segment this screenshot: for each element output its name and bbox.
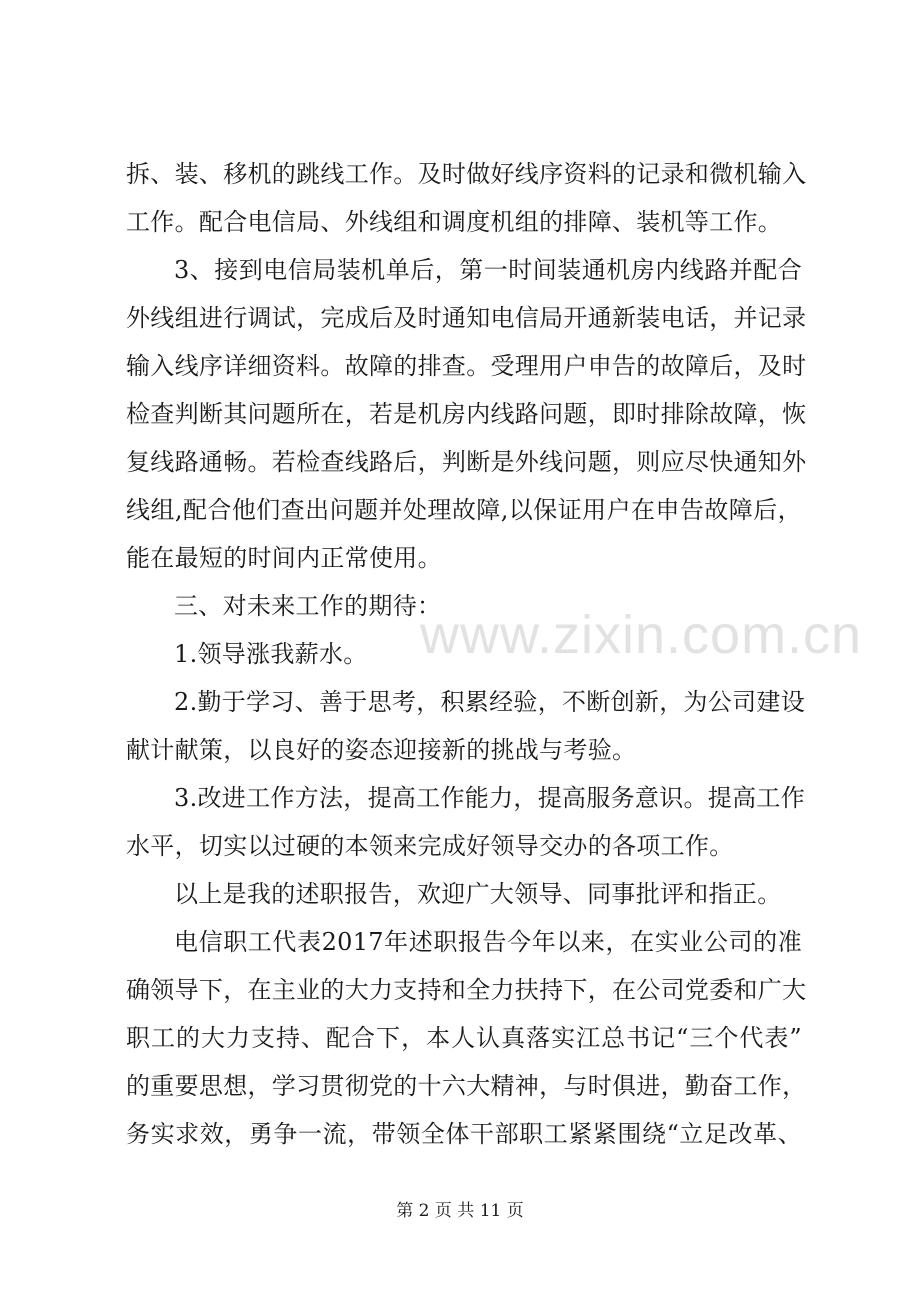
body-line-3: 3、接到电信局装机单后，第一时间装通机房内线路并配合	[174, 256, 802, 284]
body-line-21: 务实求效，勇争一流，带领全体干部职工紧紧围绕“立足改革、	[126, 1120, 802, 1148]
body-line-18: 确领导下，在主业的大力支持和全力扶持下，在公司党委和广大	[126, 976, 807, 1004]
body-line-4: 外线组进行调试，完成后及时通知电信局开通新装电话，并记录	[126, 304, 807, 332]
body-line-12: 2.勤于学习、善于思考，积累经验，不断创新，为公司建设	[174, 688, 805, 716]
watermark: www.zixin.com.cn	[420, 605, 863, 665]
page-number-footer: 第 2 页 共 11 页	[396, 1201, 524, 1221]
body-line-8: 线组,配合他们查出问题并处理故障,以保证用户在申告故障后，	[126, 496, 802, 524]
body-line-1: 拆、装、移机的跳线工作。及时做好线序资料的记录和微机输入	[126, 160, 807, 188]
body-line-2: 工作。配合电信局、外线组和调度机组的排障、装机等工作。	[126, 208, 783, 236]
body-line-20: 的重要思想，学习贯彻党的十六大精神，与时俱进，勤奋工作，	[126, 1072, 807, 1100]
section-heading: 三、对未来工作的期待：	[174, 592, 442, 620]
body-line-17: 电信职工代表2017年述职报告今年以来，在实业公司的准	[174, 928, 802, 956]
body-line-19: 职工的大力支持、配合下，本人认真落实江总书记“三个代表”	[126, 1024, 802, 1052]
body-line-11: 1.领导涨我薪水。	[174, 640, 368, 668]
body-line-9: 能在最短的时间内正常使用。	[126, 544, 442, 572]
body-line-16: 以上是我的述职报告，欢迎广大领导、同事批评和指正。	[174, 880, 782, 908]
body-line-13: 献计献策，以良好的姿态迎接新的挑战与考验。	[126, 736, 637, 764]
body-line-15: 水平，切实以过硬的本领来完成好领导交办的各项工作。	[126, 832, 734, 860]
body-line-7: 复线路通畅。若检查线路后，判断是外线问题，则应尽快通知外	[126, 448, 807, 476]
body-line-14: 3.改进工作方法，提高工作能力，提高服务意识。提高工作	[174, 784, 805, 812]
body-line-6: 检查判断其问题所在，若是机房内线路问题，即时排除故障，恢	[126, 400, 807, 428]
body-line-5: 输入线序详细资料。故障的排查。受理用户申告的故障后，及时	[126, 352, 807, 380]
